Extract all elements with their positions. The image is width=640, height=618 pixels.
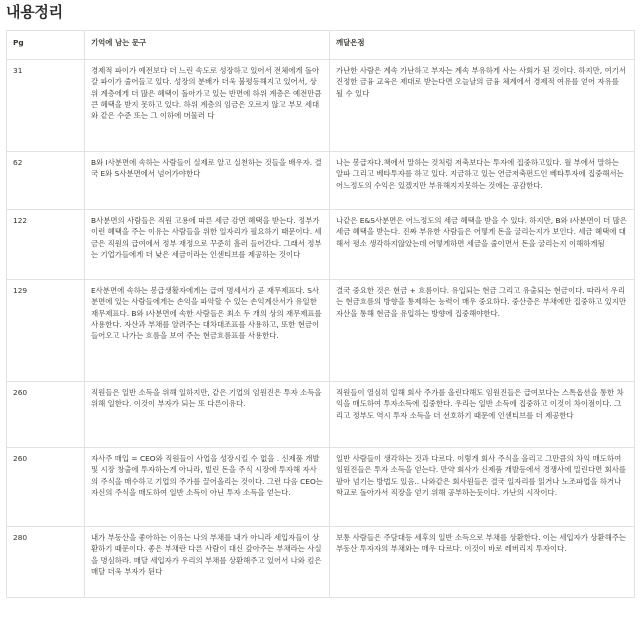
page-number-cell: 62	[7, 152, 85, 210]
header-quote: 기억에 남는 문구	[85, 31, 330, 60]
table-row	[7, 382, 635, 448]
page-number-cell: 260	[7, 382, 85, 448]
insight-cell: 결국 중요한 것은 현금 + 흐름이다. 유입되는 현금 그리고 유출되는 현금이다. 따라서 우리는 현금흐름의 방향을 통제하는 능력이 매우 중요하다. 중산층은 부채에만 집중하고 있지만 자산을 통해 현금을 유입하는 방향에 집중해야한다.	[330, 280, 635, 382]
quote-cell: 내가 부동산을 좋아하는 이유는 나의 부채를 내가 아니라 세입자들이 상환하기 때문이다. 좋은 부채란 다른 사람이 대신 갚아주는 부채라는 사실을 명심하라. 매달 세입자가 우리의 부채를 상환해주고 있어서 나와 킴은 매달 더욱 부자가 된다	[85, 527, 330, 598]
page-number-cell: 122	[7, 210, 85, 280]
quote-cell: 자사주 매입 = CEO와 직원들이 사업을 성장시킬 수 없을 . 신제품 개발 및 시장 창출에 투자하는게 아니라, 빌린 돈을 주식 시장에 투자해 자사의 주식을 매수하고 기업의 주가를 끌어올리는 것이다. 그런 다음 CEO는 자신의 주식을 매도하여 일반 소득이 아닌 투자 소득을 얻는다.	[85, 448, 330, 527]
page-number-cell: 31	[7, 60, 85, 152]
table-row	[7, 60, 635, 152]
insight-cell: 나같은 E&S사분면은 어느정도의 세금 혜택을 받을 수 있다. 하지만, B와 I사분면이 더 많은 세금 혜택을 받는다. 진짜 부유한 사람들은 어떻게 돈을 굴리는지가 보인다. 세금 혜택에 대해서 평소 생각하지않았는데 어떻게하면 세금을 줄이면서 돈을 굴리는지 이해하게됨	[330, 210, 635, 280]
table-row	[7, 280, 635, 382]
page-title: 내용정리	[6, 3, 63, 21]
summary-table	[6, 30, 635, 598]
insight-cell: 일반 사람들이 생각하는 것과 다르다. 이렇게 회사 주식을 올리고 그만큼의 차익 매도하여 임원진들은 투자 소득을 얻는다. 만약 회사가 신제품 개발등에서 경쟁사에 밀린다면 회사를 팔아 넘기는 방법도 있음.. 나와같은 회사원들은 결국 일자리를 읽거나 노조파업을 하거나 학교로 돌아가서 직장을 얻기 위해 공부하는듯이다. 가난의 시작이다.	[330, 448, 635, 527]
quote-cell: 직원들은 일반 소득을 위해 일하지만, 같은 기업의 임원진은 투자 소득을 위해 일한다. 이것이 부자가 되는 또 다른이유다.	[85, 382, 330, 448]
table-row	[7, 448, 635, 527]
page-number-cell: 129	[7, 280, 85, 382]
table-row	[7, 210, 635, 280]
quote-cell: 경제적 파이가 예전보다 더 느린 속도로 성장하고 있어서 전체에게 돌아갈 파이가 줄어들고 있다. 성장의 분배가 더욱 불평등해지고 있어서, 상위 계층에게 더 많은 혜택이 돌아가고 있는 반면에 하위 계층은 예전만큼 큰 혜택을 받지 못하고 있다. 하위 계층의 임금은 오르지 않고 부모 세대와 같은 수준 또는 그 이하에 머물러 다	[85, 60, 330, 152]
quote-cell: B와 I사분면에 속하는 사람들이 실제로 알고 실천하는 것들을 배우자. 결국 E와 S사분면에서 넘어가야한다	[85, 152, 330, 210]
page-number-cell: 280	[7, 527, 85, 598]
header-pg: Pg	[7, 31, 85, 60]
insight-cell: 가난한 사람은 계속 가난하고 부자는 계속 부유하게 사는 사회가 된 것이다. 하지만, 여기서 진정한 금융 교육은 제대로 받는다면 오늘날의 금융 체계에서 경제적 여유를 얻어 자유를 될 수 있다	[330, 60, 635, 152]
header-insight: 깨달은점	[330, 31, 635, 60]
page-number-cell: 260	[7, 448, 85, 527]
table-row	[7, 527, 635, 598]
insight-cell: 보통 사람들은 주담대등 세후의 일반 소득으로 부채를 상환한다. 이는 세입자가 상환해주는 부동산 투자자의 부채와는 매우 다르다. 이것이 바로 레버리지 투자이다.	[330, 527, 635, 598]
insight-cell: 직원들이 열심히 일해 회사 주가를 올린다해도 임원진들은 급여보다는 스톡옵션을 통한 차익을 매도하여 투자소득에 집중한다. 우리는 일반 소득에 집중하고 이것이 차이점이다. 그리고 정부도 역시 투자 소득을 더 선호하기 때문에 인센티브를 더 제공한다	[330, 382, 635, 448]
table-header-row	[7, 31, 635, 60]
quote-cell: B사분면의 사람들은 직원 고용에 따른 세금 감면 혜택을 받는다. 정부가 이런 혜택을 주는 이유는 사람들을 위한 일자리가 필요하기 때문이다. 세금은 직원의 급여에서 정부 재정으로 꾸준히 흘러 들어간다. 그래서 정부는 기업가들에게 더 낮은 세금이라는 인센티브를 제공하는 것이다	[85, 210, 330, 280]
table-row	[7, 152, 635, 210]
quote-cell: E사분면에 속하는 봉급생활자에게는 급여 명세서가 곧 재무제표다. S사분면에 있는 사람들에게는 손익을 파악할 수 있는 손익계산서가 유일한 재무제표다. B와 I사분면에 속한 사람들은 최소 두 개의 상의 재무제표를 사용한다. 자산과 부채를 알려주는 대차대조표를 사용하고, 또한 현금이 들어오고 나가는 흐름을 보여 주는 현금흐름표를 사용한다.	[85, 280, 330, 382]
insight-cell: 나는 봉급자다.책에서 말하는 것처럼 저축보다는 투자에 집중하고있다. 월 부에서 말하는 알파 그리고 베타투자를 하고 있다. 지금하고 있는 연금저축펀드인 베타투자에 집중해서는 어느정도의 수익은 있겠지만 부유해지지못하는 것에는 공감한다.	[330, 152, 635, 210]
